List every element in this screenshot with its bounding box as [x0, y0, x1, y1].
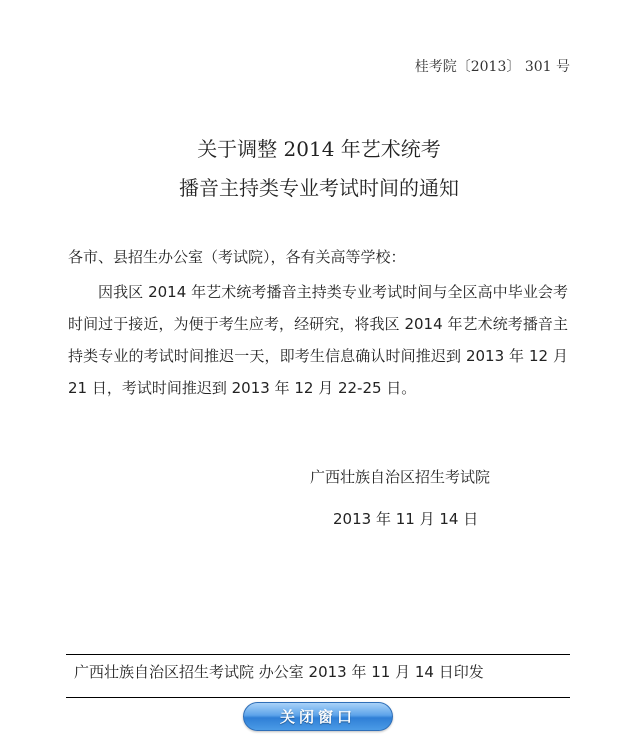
- footer-note: 广西壮族自治区招生考试院 办公室 2013 年 11 月 14 日印发: [74, 663, 484, 681]
- signature-organization: 广西壮族自治区招生考试院: [310, 468, 491, 486]
- document-title-line-1: 关于调整 2014 年艺术统考: [197, 137, 441, 161]
- footer-rule-bottom: [66, 697, 570, 698]
- document-number: 桂考院〔2013〕 301 号: [414, 59, 570, 75]
- document-title-line-2: 播音主持类专业考试时间的通知: [179, 176, 459, 200]
- close-window-button[interactable]: 关闭窗口: [243, 702, 393, 731]
- footer-rule-top: [66, 654, 570, 655]
- salutation: 各市、县招生办公室（考试院），各有关高等学校：: [68, 248, 406, 266]
- body-paragraph: 因我区 2014 年艺术统考播音主持类专业考试时间与全区高中毕业会考时间过于接近，为便于考生应考，经研究，将我区 2014 年艺术统考播音主持类专业的考试时间推迟一天，即考生信息确认时间推迟到 2013 年 12 月 21 日，考试时间推迟到 2013 年 12 月 22-25 日。: [68, 283, 568, 397]
- signature-date: 2013 年 11 月 14 日: [333, 510, 479, 528]
